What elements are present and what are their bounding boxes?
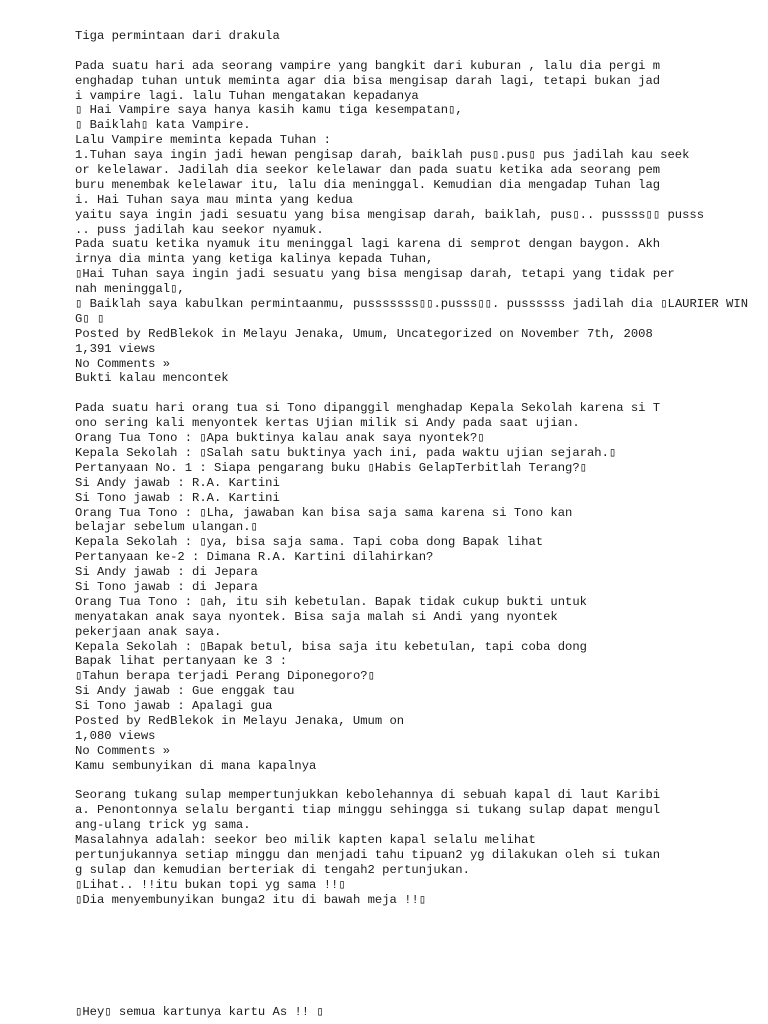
text-line: Si Tono jawab : Apalagi gua (75, 699, 273, 714)
text-line: a. Penontonnya selalu berganti tiap minggu sehingga si tukang sulap dapat mengul (75, 803, 661, 818)
text-line: Orang Tua Tono : ▯Apa buktinya kalau anak saya nyontek?▯ (75, 431, 485, 446)
text-line: belajar sebelum ulangan.▯ (75, 520, 258, 535)
text-line: Kepala Sekolah : ▯ya, bisa saja sama. Tapi coba dong Bapak lihat (75, 535, 544, 550)
text-line: yaitu saya ingin jadi sesuatu yang bisa mengisap darah, baiklah, pus▯.. pussss▯▯ pusss (75, 207, 705, 222)
text-line: Bapak lihat pertanyaan ke 3 : (75, 654, 288, 669)
text-line: Lalu Vampire meminta kepada Tuhan : (75, 133, 331, 148)
text-line: Pertanyaan No. 1 : Siapa pengarang buku ▯Habis GelapTerbitlah Terang?▯ (75, 460, 588, 475)
text-line: Pada suatu hari orang tua si Tono dipanggil menghadap Kepala Sekolah karena si T (75, 401, 661, 416)
text-line: Tiga permintaan dari drakula (75, 29, 280, 43)
text-line: pekerjaan anak saya. (75, 624, 222, 639)
text-line: nah meninggal▯, (75, 282, 185, 297)
text-line: ▯Tahun berapa terjadi Perang Diponegoro?▯ (75, 669, 375, 684)
text-line: i. Hai Tuhan saya mau minta yang kedua (75, 192, 353, 207)
text-line: Seorang tukang sulap mempertunjukkan kebolehannya di sebuah kapal di laut Karibi (75, 788, 661, 803)
text-line: ▯Hai Tuhan saya ingin jadi sesuatu yang bisa mengisap darah, tetapi yang tidak per (75, 267, 675, 282)
text-line: Bukti kalau mencontek (75, 371, 229, 386)
text-line: 1,080 views (75, 728, 156, 743)
text-line: g sulap dan kemudian berteriak di tengah2 pertunjukan. (75, 862, 470, 877)
text-line: Posted by RedBlekok in Melayu Jenaka, Umum on (75, 713, 405, 728)
blank-line (75, 386, 765, 401)
text-line: ▯ Baiklah▯ kata Vampire. (75, 118, 251, 133)
text-line: i vampire lagi. lalu Tuhan mengatakan kepadanya (75, 88, 419, 103)
document-last-line: ▯Hey▯ semua kartunya kartu As !! ▯ (75, 1005, 324, 1019)
text-line: Pada suatu ketika nyamuk itu meninggal lagi karena di semprot dengan baygon. Akh (75, 237, 661, 252)
text-line: Si Andy jawab : Gue enggak tau (75, 684, 295, 699)
text-line: ang-ulang trick yg sama. (75, 818, 251, 833)
text-line: Kamu sembunyikan di mana kapalnya (75, 758, 317, 773)
text-line: Pertanyaan ke-2 : Dimana R.A. Kartini dilahirkan? (75, 550, 434, 565)
text-line: Masalahnya adalah: seekor beo milik kapten kapal selalu melihat (75, 833, 536, 848)
text-line: irnya dia minta yang ketiga kalinya kepada Tuhan, (75, 252, 434, 267)
text-line: 1,391 views (75, 341, 156, 356)
text-line: No Comments » (75, 743, 171, 758)
text-line: .. puss jadilah kau seekor nyamuk. (75, 222, 324, 237)
document-body (75, 29, 765, 908)
text-line: Si Andy jawab : R.A. Kartini (75, 475, 280, 490)
text-line: buru menembak kelelawar itu, lalu dia meninggal. Kemudian dia mengadap Tuhan lag (75, 177, 661, 192)
text-line: menyatakan anak saya nyontek. Bisa saja malah si Andi yang nyontek (75, 609, 558, 624)
text-line: enghadap tuhan untuk meminta agar dia bisa mengisap darah lagi, tetapi bukan jad (75, 73, 661, 88)
text-line: No Comments » (75, 356, 171, 371)
text-line: Posted by RedBlekok in Melayu Jenaka, Umum, Uncategorized on November 7th, 2008 (75, 326, 653, 341)
text-line: ▯ Baiklah saya kabulkan permintaanmu, pusssssss▯▯.pusss▯▯. pussssss jadilah dia ▯LAURIER WIN (75, 297, 749, 312)
text-line: G▯ ▯ (75, 311, 105, 326)
text-line: Kepala Sekolah : ▯Bapak betul, bisa saja itu kebetulan, tapi coba dong (75, 639, 587, 654)
blank-line (75, 774, 765, 789)
text-line: or kelelawar. Jadilah dia seekor kelelawar dan pada suatu ketika ada seorang pem (75, 163, 661, 178)
text-line: Orang Tua Tono : ▯ah, itu sih kebetulan. Bapak tidak cukup bukti untuk (75, 594, 587, 609)
text-line: ▯Lihat.. !!itu bukan topi yg sama !!▯ (75, 877, 346, 892)
text-line: 1.Tuhan saya ingin jadi hewan pengisap darah, baiklah pus▯.pus▯ pus jadilah kau seek (75, 148, 690, 163)
text-line: Orang Tua Tono : ▯Lha, jawaban kan bisa saja sama karena si Tono kan (75, 505, 573, 520)
text-line: Kepala Sekolah : ▯Salah satu buktinya yach ini, pada waktu ujian sejarah.▯ (75, 445, 617, 460)
text-line: Si Tono jawab : R.A. Kartini (75, 490, 280, 505)
text-line: ono sering kali menyontek kertas Ujian milik si Andy pada saat ujian. (75, 416, 580, 431)
text-line: pertunjukannya setiap minggu dan menjadi tahu tipuan2 yg dilakukan oleh si tukan (75, 847, 661, 862)
text-line: Si Andy jawab : di Jepara (75, 565, 258, 580)
text-line: Pada suatu hari ada seorang vampire yang bangkit dari kuburan , lalu dia pergi m (75, 58, 661, 73)
text-line: ▯ Hai Vampire saya hanya kasih kamu tiga kesempatan▯, (75, 103, 463, 118)
blank-line (75, 44, 765, 59)
text-line: ▯Dia menyembunyikan bunga2 itu di bawah meja !!▯ (75, 892, 427, 907)
text-line: Si Tono jawab : di Jepara (75, 579, 258, 594)
